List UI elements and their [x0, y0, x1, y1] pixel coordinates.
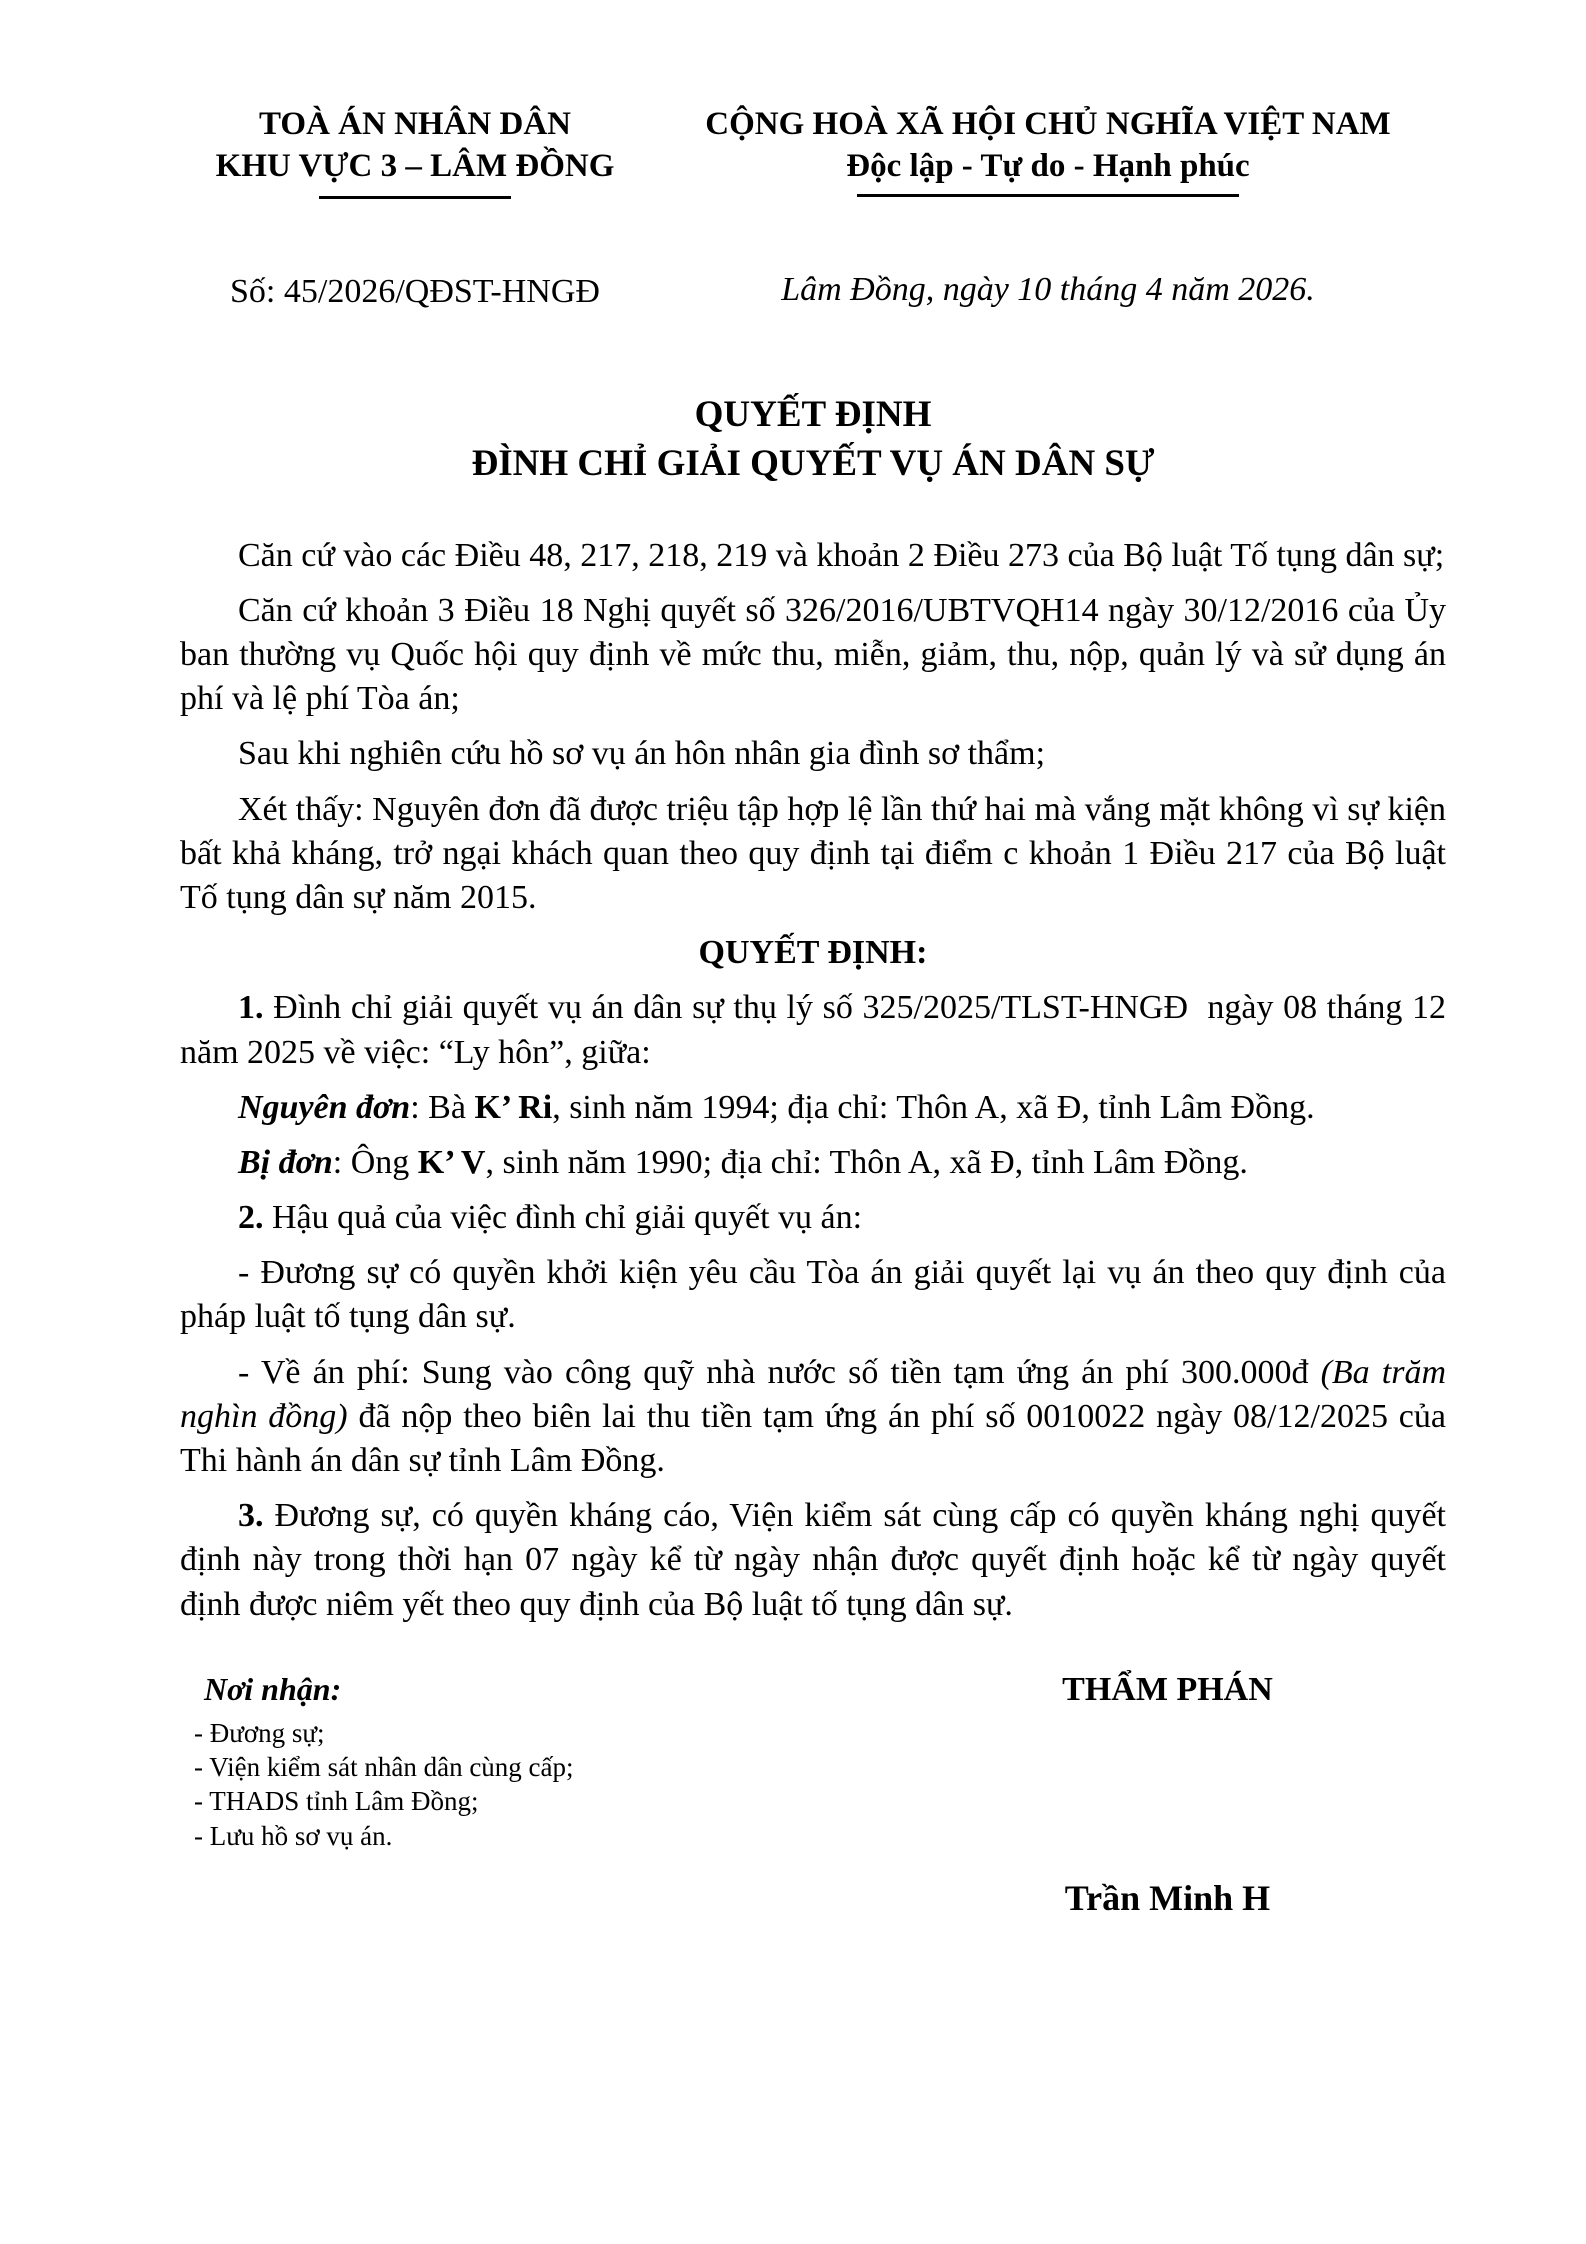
paragraph: Sau khi nghiên cứu hồ sơ vụ án hôn nhân gia đình sơ thẩm;: [238, 735, 1046, 773]
republic-header-block: [650, 103, 1446, 311]
paragraph: Căn cứ khoản 3 Điều 18 Nghị quyết số 326/2016/UBTVQH14 ngày 30/12/2016 của Ủy ban thường vụ Quốc hội quy định về mức thu, miễn, giảm, thu, nộp, quản lý và sử dụng án phí và lệ phí Tòa án;: [180, 591, 1446, 718]
recipient-item: - Đương sự;: [194, 1717, 325, 1748]
paragraph: 2. Hậu quả của việc đình chỉ giải quyết vụ án:: [238, 1199, 863, 1237]
document-footer: [180, 1671, 1446, 1919]
document-title-line2: ĐÌNH CHỈ GIẢI QUYẾT VỤ ÁN DÂN SỰ: [471, 442, 1155, 484]
place-date-line: Lâm Đồng, ngày 10 tháng 4 năm 2026.: [781, 271, 1315, 309]
recipient-item: - Viện kiểm sát nhân dân cùng cấp;: [194, 1752, 574, 1783]
recipients-list: [180, 1716, 889, 1853]
paragraph: 1. Đình chỉ giải quyết vụ án dân sự thụ lý số 325/2025/TLST-HNGĐ ngày 08 tháng 12 năm 2025 về việc: “Ly hôn”, giữa:: [180, 989, 1446, 1071]
document-header: [180, 103, 1446, 311]
paragraph: 3. Đương sự, có quyền kháng cáo, Viện kiểm sát cùng cấp có quyền kháng nghị quyết định này trong thời hạn 07 ngày kể từ ngày nhận được quyết định hoặc kể từ ngày quyết định được niêm yết theo quy định của Bộ luật tố tụng dân sự.: [180, 1497, 1446, 1623]
court-header-block: [180, 103, 650, 311]
paragraph: - Về án phí: Sung vào công quỹ nhà nước số tiền tạm ứng án phí 300.000đ (Ba trăm nghìn đồng) đã nộp theo biên lai thu tiền tạm ứng án phí số 0010022 ngày 08/12/2025 của Thi hành án dân sự tỉnh Lâm Đồng.: [180, 1353, 1446, 1480]
document-number: Số: 45/2026/QĐST-HNGĐ: [230, 273, 600, 311]
court-header-rule: [319, 196, 511, 199]
paragraph: Bị đơn: Ông K’ V, sinh năm 1990; địa chỉ: Thôn A, xã Đ, tỉnh Lâm Đồng.: [238, 1143, 1248, 1181]
document-title: [180, 391, 1446, 487]
court-name-line2: KHU VỰC 3 – LÂM ĐỒNG: [215, 148, 615, 185]
republic-motto-line2: Độc lập - Tự do - Hạnh phúc: [846, 148, 1250, 185]
judge-title: THẨM PHÁN: [1062, 1670, 1273, 1708]
paragraph: Nguyên đơn: Bà K’ Ri, sinh năm 1994; địa chỉ: Thôn A, xã Đ, tỉnh Lâm Đồng.: [238, 1088, 1315, 1126]
paragraph: Xét thấy: Nguyên đơn đã được triệu tập hợp lệ lần thứ hai mà vắng mặt không vì sự kiện bất khả kháng, trở ngại khách quan theo quy định tại điểm c khoản 1 Điều 217 của Bộ luật Tố tụng dân sự năm 2015.: [180, 790, 1446, 916]
republic-motto-line1: CỘNG HOÀ XÃ HỘI CHỦ NGHĨA VIỆT NAM: [705, 106, 1391, 142]
court-name-line1: TOÀ ÁN NHÂN DÂN: [259, 106, 571, 142]
section-heading: QUYẾT ĐỊNH:: [698, 934, 928, 972]
signature-block: [889, 1671, 1446, 1919]
recipients-label: Nơi nhận:: [204, 1670, 342, 1707]
judge-name: Trần Minh H: [1064, 1877, 1271, 1918]
paragraph: - Đương sự có quyền khởi kiện yêu cầu Tòa án giải quyết lại vụ án theo quy định của pháp luật tố tụng dân sự.: [180, 1254, 1446, 1336]
document-title-line1: QUYẾT ĐỊNH: [694, 394, 932, 436]
recipients-block: [180, 1671, 889, 1853]
recipient-item: - THADS tỉnh Lâm Đồng;: [194, 1786, 479, 1817]
republic-header-rule: [857, 194, 1239, 197]
paragraph: Căn cứ vào các Điều 48, 217, 218, 219 và khoản 2 Điều 273 của Bộ luật Tố tụng dân sự;: [238, 536, 1445, 574]
document-body: [180, 534, 1446, 1627]
recipient-item: - Lưu hồ sơ vụ án.: [194, 1820, 393, 1851]
